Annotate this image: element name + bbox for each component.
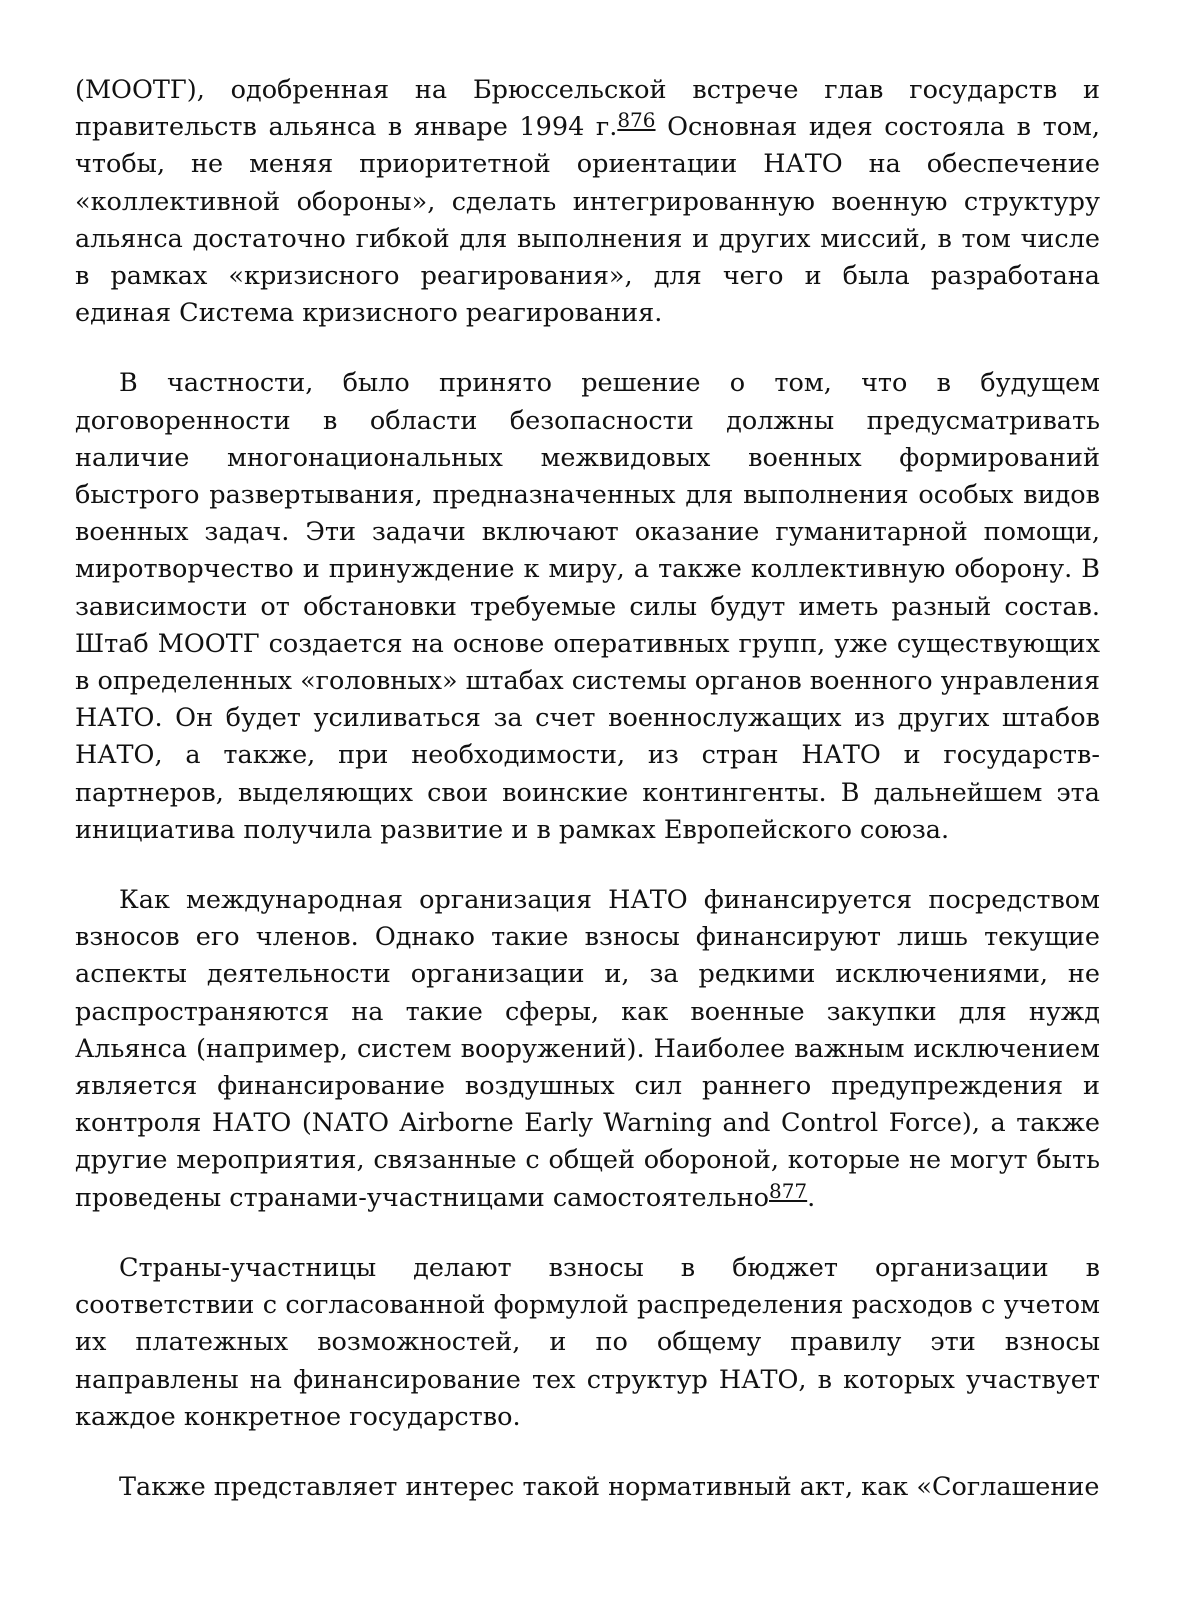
paragraph-4: Страны-участницы делают взносы в бюджет организации в соответствии с согласованной формулой распределения расходов с учетом их платежных возможностей, и по общему правилу эти взносы направлены на финансирование тех структур НАТО, в которых участвует каждое конкретное государство. (75, 1252, 1100, 1432)
paragraph-1-text-end: Основная идея состояла в том, чтобы, не меняя приоритетной ориентации НАТО на обеспечение «коллективной обороны», сделать интегрированную военную структуру альянса достаточно гибкой для выполнения и других миссий, в том числе в рамках «кризисного реагирования», для чего и была разработана единая Система кризисного реагирования. (75, 112, 1100, 329)
paragraph-3-text-end: . (807, 1182, 816, 1213)
footnote-link-877[interactable]: 877 (768, 1178, 808, 1203)
paragraph-3 (75, 882, 1100, 1217)
document-page (75, 72, 1100, 1506)
paragraph-1 (75, 72, 1100, 332)
paragraph-2: В частности, было принято решение о том, что в будущем договоренности в области безопасности должны предусматривать наличие многонациональных межвидовых военных формирований быстрого развертывания, предназначенных для выполнения особых видов военных задач. Эти задачи включают оказание гуманитарной помощи, миротворчество и принуждение к миру, а также коллективную оборону. В зависимости от обстановки требуемые силы будут иметь разный состав. Штаб МООТГ создается на основе оперативных групп, уже существующих в определенных «головных» штабах системы органов военного унравления НАТО. Он будет усиливаться за счет военнослужащих из других штабов НАТО, а также, при необходимости, из стран НАТО и государств-партнеров, выделяющих свои воинские контингенты. В дальнейшем эта инициатива получила развитие и в рамках Европейского союза. (75, 368, 1100, 845)
paragraph-3-text-start: Как международная организация НАТО финансируется посредством взносов его членов. Однако такие взносы финансируют лишь текущие аспекты деятельности организации и, за редкими исключениями, не распространяются на такие сферы, как военные закупки для нужд Альянса (например, систем вооружений). Наиболее важным исключением является финансирование воздушных сил раннего предупреждения и контроля НАТО (NATO Airborne Early Warning and Control Force), а также другие мероприятия, связанные с общей обороной, которые не могут быть проведены странами-участницами самостоятельно (75, 885, 1100, 1213)
footnote-link-876[interactable]: 876 (617, 108, 656, 133)
paragraph-5: Также представляет интерес такой нормативный акт, как «Соглашение (119, 1471, 1100, 1502)
paragraph-1-text-start: (МООТГ), одобренная на Брюссельской встрече глав государств и правительств альянса в январе 1994 г. (75, 75, 1100, 143)
